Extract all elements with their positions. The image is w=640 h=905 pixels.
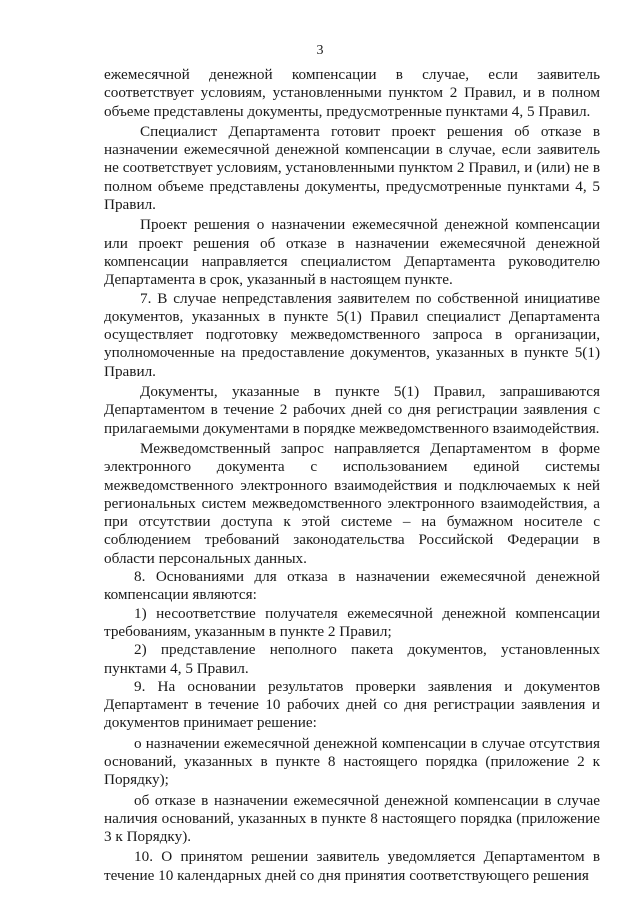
list-item: 1) несоответствие получателя ежемесячной денежной компенсации требованиям, указанным в пункте 2 Правил; xyxy=(104,604,600,640)
paragraph: 10. О принятом решении заявитель уведомляется Департаментом в течение 10 календарных дней со дня принятия соответствующего решения xyxy=(104,848,600,884)
paragraph: Документы, указанные в пункте 5(1) Правил, запрашиваются Департаментом в течение 2 рабочих дней со дня регистрации заявления с прилагаемыми документами в порядке межведомственного взаимодействия. xyxy=(104,383,600,437)
paragraph: Межведомственный запрос направляется Департаментом в форме электронного документа с использованием единой системы межведомственного электронного взаимодействия и подключаемых к ней региональных систем межведомственного электронного взаимодействия, а при отсутствии доступа к этой системе – на бумажном носителе с соблюдением требований законодательства Российской Федерации в области персональных данных. xyxy=(104,439,600,567)
page-number: 3 xyxy=(316,43,324,58)
list-item: о назначении ежемесячной денежной компенсации в случае отсутствия оснований, указанных в пункте 8 настоящего порядка (приложение 2 к Порядку); xyxy=(104,734,600,789)
paragraph: ежемесячной денежной компенсации в случае, если заявитель соответствует условиям, установленными пунктом 2 Правил, и в полном объеме представлены документы, предусмотренные пунктами 4, 5 Правил. xyxy=(104,66,600,120)
paragraph: Специалист Департамента готовит проект решения об отказе в назначении ежемесячной денежной компенсации в случае, если заявитель не соответствует условиям, установленными пунктом 2 Правил, и (или) не в полном объеме представлены документы, предусмотренные пунктами 4, 5 Правил. xyxy=(104,122,600,214)
list-item: 2) представление неполного пакета документов, установленных пунктами 4, 5 Правил. xyxy=(104,641,600,677)
document-body xyxy=(104,66,600,885)
paragraph: 8. Основаниями для отказа в назначении ежемесячной денежной компенсации являются: xyxy=(104,568,600,604)
paragraph: 7. В случае непредставления заявителем по собственной инициативе документов, указанных в пункте 5(1) Правил специалист Департамента осуществляет подготовку межведомственного запроса в организации, уполномоченные на предоставление документов, указанных в пункте 5(1) Правил. xyxy=(104,289,600,380)
list-item: об отказе в назначении ежемесячной денежной компенсации в случае наличия оснований, указанных в пункте 8 настоящего порядка (приложение 3 к Порядку). xyxy=(104,791,600,846)
paragraph: Проект решения о назначении ежемесячной денежной компенсации или проект решения об отказе в назначении ежемесячной денежной компенсации направляется специалистом Департамента руководителю Департамента в срок, указанный в настоящем пункте. xyxy=(104,216,600,289)
paragraph: 9. На основании результатов проверки заявления и документов Департамент в течение 10 рабочих дней со дня регистрации заявления и документов принимает решение: xyxy=(104,677,600,732)
